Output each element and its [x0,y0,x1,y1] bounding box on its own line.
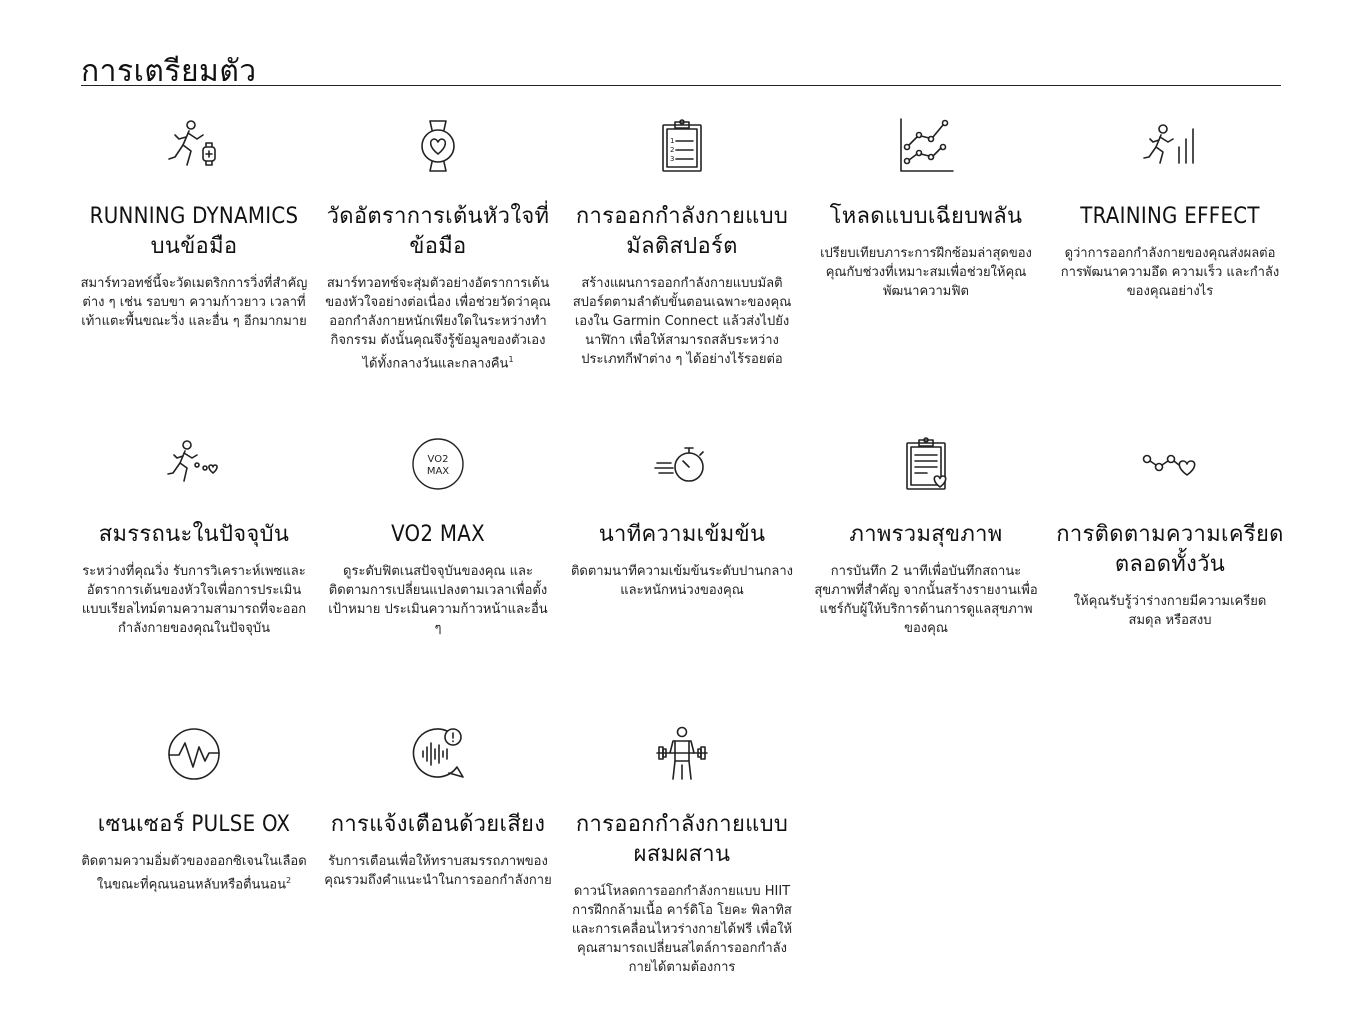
svg-text:2: 2 [670,146,675,154]
feature-audio-prompts [316,720,560,1020]
feature-title: สมรรถนะในปัจจุบัน [98,522,290,547]
clipboard-list-icon [650,114,714,178]
feature-title: การออกกำลังกายแบบผสมผสาน [575,812,789,867]
feature-mixed-workouts [560,720,804,1020]
feature-title: ภาพรวมสุขภาพ [849,522,1003,547]
line-chart-icon [894,114,958,178]
section-title: การเตรียมตัว [81,54,257,89]
weightlifter-icon [650,722,714,786]
feature-description: สมาร์ทวอทช์จะสุ่มตัวอย่างอัตราการเต้นของหัวใจอย่างต่อเนื่อง เพื่อช่วยวัดว่าคุณออกกำลังกายหนักเพียงใดในระหว่างทำกิจกรรม ดังนั้นคุณจึงรู้ข้อมูลของตัวเองได้ทั้งกลางวันและกลางคืน$^1$ [325,276,551,372]
feature-description: ระหว่างที่คุณวิ่ง รับการวิเคราะห์เพซและอัตราการเต้นของหัวใจเพื่อการประเมินแบบเรียลไทม์ตามความสามารถที่จะออกกำลังกายของคุณในปัจจุบัน [81,564,307,636]
feature-stress-tracking [1048,430,1292,720]
feature-title: นาทีความเข้มข้น [598,522,766,547]
feature-title: VO2 MAX [391,522,485,547]
feature-title: โหลดแบบเฉียบพลัน [829,204,1023,229]
feature-intensity-minutes [560,430,804,720]
feature-title: การออกกำลังกายแบบมัลติสปอร์ต [575,204,789,259]
feature-description: เปรียบเทียบภาระการฝึกซ้อมล่าสุดของคุณกับช่วงที่เหมาะสมเพื่อช่วยให้คุณพัฒนาความฟิต [820,246,1032,299]
stress-nodes-icon [1138,432,1202,496]
features-grid [72,112,1298,1020]
svg-text:3: 3 [670,155,675,163]
feature-description: ให้คุณรับรู้ว่าร่างกายมีความเครียด สมดุล หรือสงบ [1073,594,1267,628]
feature-title: เซนเซอร์ PULSE OX [97,812,291,837]
feature-health-snapshot [804,430,1048,720]
runner-bars-icon [1138,114,1202,178]
feature-running-dynamics [72,112,316,430]
runner-heart-icon [162,432,226,496]
voice-alert-icon [406,722,470,786]
feature-title: การติดตามความเครียดตลอดทั้งวัน [1056,522,1284,577]
feature-description: ติดตามนาทีความเข้มข้นระดับปานกลางและหนักหน่วงของคุณ [570,564,794,598]
svg-text:MAX: MAX [426,466,450,477]
feature-title: การแจ้งเตือนด้วยเสียง [330,812,546,837]
feature-pulse-ox [72,720,316,1020]
feature-title: TRAINING EFFECT [1080,204,1260,229]
feature-description: รับการเตือนเพื่อให้ทราบสมรรถภาพของคุณรวมถึงคำแนะนำในการออกกำลังกาย [324,854,552,888]
running-watch-icon [162,114,226,178]
title-divider [81,85,1281,86]
feature-vo2-max [316,430,560,720]
svg-text:1: 1 [670,137,675,145]
feature-wrist-heart-rate [316,112,560,430]
feature-training-effect [1048,112,1292,430]
clipboard-heart-icon [894,432,958,496]
vo2max-icon [406,432,470,496]
feature-real-time-performance [72,430,316,720]
svg-text:VO2: VO2 [427,454,449,465]
pulse-wave-icon [162,722,226,786]
feature-title: วัดอัตราการเต้นหัวใจที่ข้อมือ [326,204,550,259]
feature-title: RUNNING DYNAMICS บนข้อมือ [89,204,299,259]
feature-description: สร้างแผนการออกกำลังกายแบบมัลติสปอร์ตตามลำดับขั้นตอนเฉพาะของคุณเองใน Garmin Connect แล้วส่งไปยังนาฬิกา เพื่อให้สามารถสลับระหว่างประเภทกีฬาต่าง ๆ ได้อย่างไร้รอยต่อ [572,276,792,367]
feature-description: ดูว่าการออกกำลังกายของคุณส่งผลต่อการพัฒนาความอึด ความเร็ว และกำลังของคุณอย่างไร [1060,246,1280,299]
feature-description: ติดตามความอิ่มตัวของออกซิเจนในเลือดในขณะที่คุณนอนหลับหรือตื่นนอน$^2$ [81,854,307,893]
feature-description: การบันทึก 2 นาทีเพื่อบันทึกสถานะสุขภาพที่สำคัญ จากนั้นสร้างรายงานเพื่อแชร์กับผู้ให้บริการด้านการดูแลสุขภาพของคุณ [814,564,1038,636]
feature-multisport-workouts [560,112,804,430]
feature-acute-load [804,112,1048,430]
feature-description: ดูระดับฟิตเนสปัจจุบันของคุณ และติดตามการเปลี่ยนแปลงตามเวลาเพื่อตั้งเป้าหมาย ประเมินความก้าวหน้าและอื่น ๆ [328,564,548,636]
feature-description: ดาวน์โหลดการออกกำลังกายแบบ HIIT การฝึกกล้ามเนื้อ คาร์ดิโอ โยคะ พิลาทิส และการเคลื่อนไหวร่างกายได้ฟรี เพื่อให้คุณสามารถเปลี่ยนสไตล์การออกกำลังกายได้ตามต้องการ [571,884,793,975]
stopwatch-icon [650,432,714,496]
watch-heart-icon [406,114,470,178]
feature-description: สมาร์ทวอทช์นี้จะวัดเมตริกการวิ่งที่สำคัญต่าง ๆ เช่น รอบขา ความก้าวยาว เวลาที่เท้าแตะพื้นขณะวิ่ง และอื่น ๆ อีกมากมาย [80,276,308,329]
